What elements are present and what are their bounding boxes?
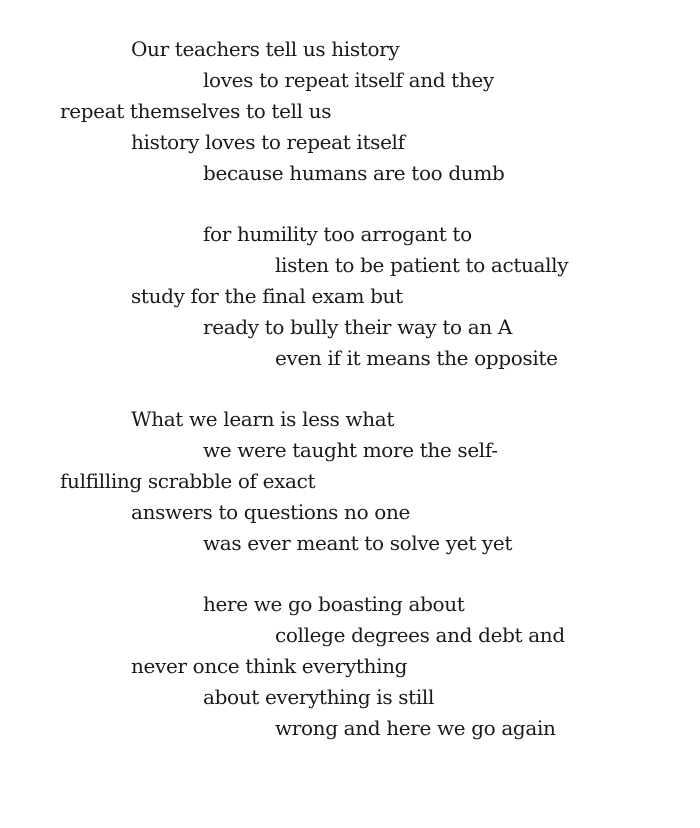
- poem-line: about everything is still: [203, 685, 434, 709]
- poem-line: Our teachers tell us history: [131, 37, 400, 61]
- poem-line: we were taught more the self-: [203, 438, 498, 462]
- poem-line: fulfilling scrabble of exact: [60, 469, 316, 493]
- poem-line: here we go boasting about: [203, 592, 465, 616]
- poem-line: What we learn is less what: [131, 407, 395, 431]
- poem-line: college degrees and debt and: [275, 623, 565, 647]
- poem-line: because humans are too dumb: [203, 161, 505, 185]
- poem-line: loves to repeat itself and they: [203, 68, 494, 92]
- poem-line: for humility too arrogant to: [203, 222, 472, 246]
- poem-line: was ever meant to solve yet yet: [203, 531, 513, 555]
- poem-line: answers to questions no one: [131, 500, 410, 524]
- poem-line: even if it means the opposite: [275, 346, 558, 370]
- poem-line: listen to be patient to actually: [275, 253, 569, 277]
- poem-line: repeat themselves to tell us: [60, 99, 332, 123]
- poem-line: never once think everything: [131, 654, 408, 678]
- poem-line: wrong and here we go again: [275, 716, 556, 740]
- poem-line: history loves to repeat itself: [131, 130, 405, 154]
- poem-line: ready to bully their way to an A: [203, 315, 512, 339]
- poem-line: study for the final exam but: [131, 284, 403, 308]
